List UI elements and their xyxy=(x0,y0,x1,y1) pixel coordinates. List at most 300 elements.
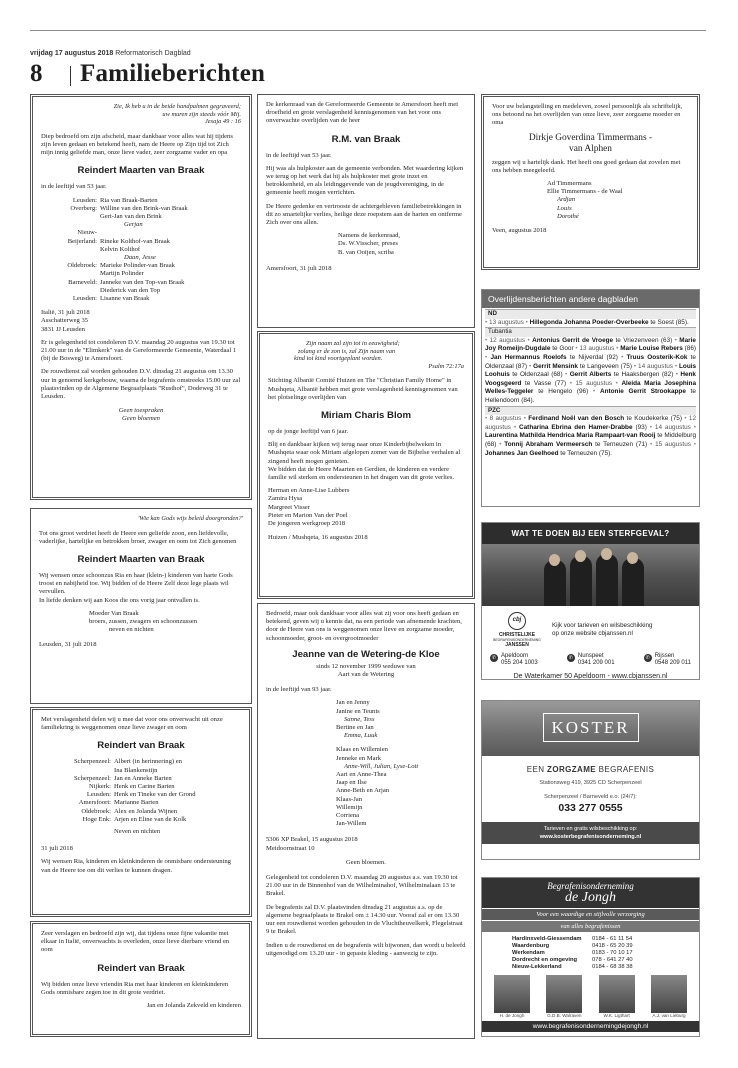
bible-quote xyxy=(268,340,464,370)
title-line: Begrafenisonderneming xyxy=(547,881,634,891)
koster-address: Stationsweg 419, 3925 CD Scherpenzeel xyxy=(539,780,642,786)
deceased-name: Reindert Maarten van Braak xyxy=(77,554,205,565)
overview-title: Overlijdensberichten andere dagbladen xyxy=(482,290,699,308)
family-line: Willemijn xyxy=(336,803,363,811)
signature-line: neven en nichten xyxy=(109,626,154,634)
family-names: Ria van Braak-Barten xyxy=(100,196,158,204)
overview-entries xyxy=(485,415,696,458)
family-place xyxy=(41,270,97,278)
quote-line: Zijn naam zal zijn tot in eeuwigheid; xyxy=(306,340,400,347)
logo-text: BEGRAFENISONDERNEMING xyxy=(493,638,541,642)
bullet: • xyxy=(650,440,656,448)
address-line: Italië, 31 juli 2018 xyxy=(41,309,90,317)
signer: Margreet Visser xyxy=(268,503,311,511)
phone-entry xyxy=(567,653,615,668)
entry-date: 8 augustus xyxy=(489,415,522,423)
deceased-name: Reindert van Braak xyxy=(97,962,185,974)
family-place: Barneveld: xyxy=(68,278,97,286)
tagline-part: BEGRAFENIS xyxy=(596,765,655,774)
location-phone: 0184 - 61 11 54 xyxy=(592,936,633,942)
family-line: Anne-Will, Julian, Lyse-Lott xyxy=(344,762,419,770)
top-rule xyxy=(30,30,706,31)
signature-line: broers, zussen, zwagers en schoonzussen xyxy=(89,618,198,626)
family-names: Martijn Polinder xyxy=(100,270,144,278)
signature xyxy=(492,180,689,221)
obituary-reindert-friends xyxy=(30,921,252,1037)
signer: Herman en Anne-Lise Lubbers xyxy=(268,487,350,495)
bullet: • xyxy=(485,318,490,326)
family-place xyxy=(41,213,97,221)
signature-line: B. van Ooijen, scriba xyxy=(338,248,394,256)
family-names: Willine van den Brink-van Braak xyxy=(100,204,188,212)
thanks-text: zeggen wij u hartelijk dank. Het heeft ons goed gedaan dat zovelen met ons hebben meegeleefd. xyxy=(492,158,681,174)
age-text: in de leeftijd van 93 jaar. xyxy=(266,686,332,694)
family-names: Henk en Carine Barten xyxy=(114,783,175,791)
signature xyxy=(39,610,243,635)
condolence-text: Gelegenheid tot condoleren D.V. maandag 20 augustus a.s. van 19.30 tot 21.00 uur in de Binnenhof van de Wilhelminahof, Wilhelminalaan 13 te Brakel. xyxy=(266,874,458,898)
signature: Jan en Jolanda Zekveld en kinderen xyxy=(146,1002,241,1010)
bullet: • xyxy=(521,415,529,423)
entry-rest: te Oldenzaal (87) xyxy=(485,353,696,370)
staff-name: H. de Jongh xyxy=(499,1013,525,1018)
date-place: Veen, augustus 2018 xyxy=(492,227,547,235)
staff-member xyxy=(651,975,687,1018)
bible-quote xyxy=(41,103,241,126)
signature-line: Namens de kerkenraad, xyxy=(338,232,401,240)
phone-entry xyxy=(644,653,691,668)
intro-text: Diep bedroefd om zijn afscheid, maar dankbaar voor alles wat hij tijdens zijn leven gedaan en betekend heeft, nam de Heere op Zijn tijd tot Zich mijn innig geliefde man, onze lieve vader, zeer zorgzame vader en opa xyxy=(41,132,233,157)
entry-rest: (86) xyxy=(684,345,697,353)
quote-reference: Jesaja 49 : 16 xyxy=(204,118,241,126)
bullet: • xyxy=(633,362,639,370)
quote-line: Zie, Ik heb u in de beide handpalmen gegraveerd; xyxy=(113,103,241,110)
note-line: Geen bloemen xyxy=(122,415,160,423)
intro-text: Bedroefd, maar ook dankbaar voor alles wat zij voor ons heeft gedaan en betekend, geven wij u kennis dat, na een periode van afnemende krachten, door de Heere van ons is weggenomen onze lieve en zorgzame moeder, schoonmoeder, groot- en overgrootmoeder xyxy=(266,610,462,642)
bullet: • xyxy=(485,336,490,344)
entry-name: Aleida Maria Josephina Welles-Teggeler xyxy=(485,379,697,396)
family-place: Beijerland: xyxy=(67,237,97,245)
title-line: de Jongh xyxy=(565,890,616,905)
family-place xyxy=(41,221,97,229)
pzc-entries xyxy=(485,415,696,458)
family-line: Bertine en Jan xyxy=(336,724,374,732)
grandchild: Dorothé xyxy=(557,212,579,220)
bullet: • xyxy=(690,423,697,431)
family-place: Overberg: xyxy=(70,204,97,212)
obituary-reindert-mother xyxy=(30,508,252,704)
phone-city: Nunspeet xyxy=(577,653,604,659)
nephews-line: Neven en nichten xyxy=(114,828,161,836)
person-figure xyxy=(596,554,618,606)
person-head xyxy=(601,548,612,560)
address-line: Meidoornstraat 10 xyxy=(266,844,315,852)
family-names: Jan en Anneke Barten xyxy=(114,774,172,782)
age-text: in de leeftijd van 53 jaar. xyxy=(266,151,332,159)
entry-name: Ferdinand Noël van den Bosch xyxy=(528,415,625,423)
family-names xyxy=(100,229,241,237)
family-place: Nijkerk: xyxy=(89,783,111,791)
since-text: sinds 12 november 1999 weduwe van xyxy=(316,662,416,670)
address-line: Asschatterweg 35 xyxy=(41,317,89,325)
bullet: • xyxy=(672,362,680,370)
deceased-name xyxy=(492,133,689,155)
quote-line: uw muren zijn steeds vóór Mij. xyxy=(162,110,241,118)
location-name: Hardinxveld-Giessendam xyxy=(512,936,582,942)
name-line: van Alphen xyxy=(569,143,612,154)
flowers-note: Geen bloemen. xyxy=(346,858,386,866)
entry-rest: te Soest (85). xyxy=(650,318,689,326)
family-names: Kelvin Kolthof xyxy=(100,245,141,253)
entry-name: Johannes Jan Geelhoed xyxy=(485,449,559,457)
family-names: Rineke Kolthof-van Braak xyxy=(100,237,170,245)
overview-entry xyxy=(485,319,696,328)
family-place: Amersfoort: xyxy=(78,799,111,807)
staff-photos xyxy=(482,975,699,1018)
tagline-part: EEN xyxy=(526,765,548,774)
obituary-miriam-blom xyxy=(257,331,475,599)
deceased-name: Reindert van Braak xyxy=(97,740,185,752)
family-names: Janneke van den Top-van Braak xyxy=(100,278,185,286)
koster-advertisement xyxy=(481,700,700,860)
staff-photo xyxy=(494,975,530,1013)
family-line: Klaas-Jan xyxy=(336,795,362,803)
service-text: De rouwdienst zal worden gehouden D.V. dinsdag 21 augustus om 13.30 uur in genoemd kerkgebouw, waarna de begrafenis omstreeks 15.00 uur zal plaatsvinden op de Algemene Begraafplaats "Rusthof", Dodeweg 31 te Leusden. xyxy=(41,368,241,401)
signature-line: Ad Timmermans xyxy=(547,180,592,188)
tagline-part: ZORGZAME xyxy=(547,765,597,774)
phone-city: Rijssen xyxy=(654,653,675,659)
logo-mark: cbj xyxy=(508,612,526,630)
signer: De jongeren werkgroep 2018 xyxy=(268,520,346,528)
thanks-dirkje-timmermans xyxy=(481,94,700,270)
person-figure xyxy=(544,560,566,606)
staff-name: W.K. Ligthart xyxy=(603,1013,630,1018)
staff-member xyxy=(546,975,582,1018)
body-text: We bidden dat de Heere Maarten en Gerdien, de kinderen en verdere familie wil sterken en ondersteunen in het dragen van dit grote verlies. xyxy=(268,465,455,481)
entry-name: Antonie Gerrit Strookappe xyxy=(600,388,686,396)
entry-name: Henk Voogsgeerd xyxy=(485,371,696,387)
entry-date: 14 augustus xyxy=(654,423,691,431)
ad-text-line: op onze website cbjanssen.nl xyxy=(552,630,633,637)
quote: 'Wie kan Gods wijs beleid doorgronden?' xyxy=(137,515,243,522)
location-phone: 0418 - 65 20 39 xyxy=(592,943,633,949)
cbj-logo xyxy=(488,612,546,648)
bullet: • xyxy=(614,345,621,353)
family-line: Corriena xyxy=(336,812,360,820)
closing-notes xyxy=(41,407,241,423)
body-text: Wij bidden onze lieve vriendin Ria met haar kinderen en kleinkinderen Gods onmisbare zegen toe in dit grote verdriet. xyxy=(41,980,229,996)
bullet: • xyxy=(675,371,681,379)
family-list xyxy=(41,197,241,304)
staff-photo xyxy=(599,975,635,1013)
jongh-slogan: Voor een waardige en stijlvolle verzorging xyxy=(482,909,699,920)
husband-name: Aart van de Wetering xyxy=(337,671,395,679)
signature-line: Ds. W.Visscher, preses xyxy=(338,240,398,248)
family-place xyxy=(41,767,111,775)
bullet: • xyxy=(612,379,622,387)
other-papers-overview xyxy=(481,289,700,507)
phone-text xyxy=(578,653,615,668)
entry-date: 14 augustus xyxy=(638,362,673,370)
koster-tagline xyxy=(482,756,699,774)
date-text: 31 juli 2018 xyxy=(41,845,73,853)
koster-phone: 033 277 0555 xyxy=(558,802,623,814)
family-names: Henk en Tineke van der Grond xyxy=(114,791,196,799)
page-title: Familieberichten xyxy=(80,60,266,87)
date-place: Amersfoort, 31 juli 2018 xyxy=(266,264,332,272)
obituary-reindert-family xyxy=(30,94,252,500)
entry-rest: te Middelburg (68) xyxy=(485,432,696,448)
person-figure xyxy=(622,558,644,606)
family-place xyxy=(41,246,97,254)
family-place: Leusden: xyxy=(72,295,97,303)
koster-phone-label: Scherpenzeel / Barneveld e.o. (24/7): xyxy=(544,794,637,800)
entry-rest: te Vasse (77) xyxy=(525,379,567,387)
signers xyxy=(268,487,464,528)
family-place: Oldebroek: xyxy=(67,262,97,270)
grandchild: Ardjan xyxy=(557,196,576,204)
phone-icon: ✆ xyxy=(568,655,573,661)
obituary-reindert-inlaws xyxy=(30,707,252,917)
family-names: Ina Blankenstijn xyxy=(114,766,158,774)
bullet: • xyxy=(510,423,520,431)
deceased-name: R.M. van Braak xyxy=(331,133,401,145)
entry-rest: te Oldenzaal (68) xyxy=(512,371,563,379)
koster-photo xyxy=(482,701,699,756)
family-place xyxy=(41,254,97,262)
jongh-title xyxy=(482,878,699,908)
bullet: • xyxy=(565,371,570,379)
deceased-name: Jeanne van de Wetering-de Kloe xyxy=(292,648,440,660)
intro-text: Zeer verslagen en bedroefd zijn wij, dat tijdens onze fijne vakantie met elkaar in Italië, onverwachts is overleden, onze lieve dierbare vriend en oom xyxy=(41,930,230,954)
entry-rest: te Langeveen (75) xyxy=(579,362,632,370)
family-line: Jaap en Ilse xyxy=(336,779,367,787)
bullet: • xyxy=(485,353,491,361)
footer-line: www.kosterbegrafenisonderneming.nl xyxy=(539,834,642,840)
wish-text: Wij wensen Ria, kinderen en kleinkinderen de onmisbare ondersteuning van de Heere toe om dit verlies te kunnen dragen. xyxy=(41,858,231,874)
phone-number: 0341 209 001 xyxy=(577,660,615,667)
entry-rest: te Vriezenveen (63) xyxy=(615,336,673,344)
person-head xyxy=(575,550,586,562)
deceased-name: Miriam Charis Blom xyxy=(320,409,412,421)
footer-line: Tarieven en gratis wilsbeschikking op: xyxy=(543,826,638,832)
family-names: Albert (in herinnering) en xyxy=(114,758,182,766)
family-line: Emma, Luuk xyxy=(344,732,378,740)
phone-city: Apeldoorn xyxy=(501,653,529,659)
person-figure xyxy=(570,556,592,606)
staff-photo xyxy=(482,544,699,606)
body-text: Hij was als hulpkoster aan de gemeente verbonden. Met waardering kijken we terug op het werk dat hij als hulpkoster met grote inzet en betrokkenheid, en als leidinggevende van de jeugdvereniging, in de gemeente heeft mogen verrichten. xyxy=(266,164,464,197)
overview-entries xyxy=(485,337,696,406)
entry-rest: te Nijverdal (92) xyxy=(569,353,618,361)
entry-name: Jan Hermannus Roelofs xyxy=(490,353,567,361)
family-place: Scherpenzeel: xyxy=(74,758,111,766)
page-number: 8 xyxy=(30,60,43,87)
person-head xyxy=(627,552,638,564)
entry-rest: te Koudekerke (75) xyxy=(626,415,682,423)
dateline xyxy=(30,50,191,57)
staff-member xyxy=(599,975,635,1018)
koster-footer xyxy=(482,822,699,844)
address-block xyxy=(266,836,466,852)
signature-line: Ellie Timmermans - de Waal xyxy=(547,188,623,196)
family-line: Klaas en Willemien xyxy=(336,746,388,754)
attendance-text: Indien u de rouwdienst en de begrafenis wilt bijwonen, dan wordt u beleefd uitgenodigd om 13.20 uur - in gepaste kleding - aanwezig te zijn. xyxy=(266,941,466,957)
family-names: Diederick van den Top xyxy=(100,286,161,294)
family-line: Sanne, Tess xyxy=(344,715,375,723)
signer: Zamira Hysa xyxy=(268,495,303,503)
bullet: • xyxy=(621,353,627,361)
entry-rest: te Hellendoorn (84). xyxy=(485,388,696,404)
entry-name: Marie Joy Romeijn-Dugdale xyxy=(485,336,696,353)
region-label: Tubantia xyxy=(485,327,696,337)
staff-member xyxy=(494,975,530,1018)
entry-name: Laurentina Mathilda Hendrica Maria Rampaart-van Rooij xyxy=(485,432,656,440)
person-head xyxy=(549,554,560,566)
entry-rest: te Goor xyxy=(552,345,574,353)
family-names: Marianne Barten xyxy=(114,799,159,807)
family-names: Marieke Polinder-van Braak xyxy=(100,262,175,270)
phone-list xyxy=(482,650,699,671)
location-name: Waardenburg xyxy=(512,943,550,949)
entry-date: 12 augustus xyxy=(489,336,526,344)
bullet: • xyxy=(485,415,490,423)
signature xyxy=(266,232,466,257)
signer: Pieter en Marion Van der Poel xyxy=(268,511,348,519)
quote-line: kind tot kind voortgeplant worden. xyxy=(294,355,383,363)
bullet: • xyxy=(569,379,576,387)
intro-text: Met verslagenheid delen wij u mee dat voor ons onverwacht uit onze familiekring is weggenomen onze lieve zwager en oom xyxy=(41,716,223,732)
family-place: Oldebroek: xyxy=(81,807,111,815)
staff-name: G.D.B. Walraven xyxy=(547,1013,582,1018)
grandchildren xyxy=(547,196,689,221)
entry-rest: te Haaksbergen (82) xyxy=(613,371,674,379)
entry-name: Hillegonda Johanna Poeder-Overbeeke xyxy=(529,318,649,326)
quote-reference: Psalm 72:17a xyxy=(428,362,464,370)
phone-text xyxy=(501,653,538,668)
body-text: De Heere gedenke en vertrooste de achtergebleven familiebetrekkingen in dit zo smartelijke verlies, heilige deze roepstem aan de harten en ontferme Zich over ons allen. xyxy=(266,202,462,227)
ad-middle xyxy=(482,606,699,650)
location-phone: 078 - 641 27 40 xyxy=(592,957,633,963)
entry-date: 15 augustus xyxy=(655,440,691,448)
condolence-text: Er is gelegenheid tot condoleren D.V. maandag 20 augustus van 19.30 tot 21.00 uur in de "Elimkerk" van de Gereformeerde Gemeente, Waterdaal 1 (bij de Bosweg) te Amersfoort. xyxy=(41,338,237,363)
name-line: Dirkje Goverdina Timmermans - xyxy=(528,132,653,143)
family-names: Gert-Jan van den Brink xyxy=(100,213,162,220)
paper-name: Reformatorisch Dagblad xyxy=(115,50,191,57)
entry-rest: te Terneuzen (75). xyxy=(560,449,613,457)
family-place: Nieuw- xyxy=(77,229,97,237)
entry-name: Gerrit Alberts xyxy=(569,371,612,379)
family-line: Anne-Beth en Arjan xyxy=(336,787,390,795)
family-line: Jan en Jenny xyxy=(336,699,370,707)
location-phone: 0184 - 68 38 38 xyxy=(592,964,633,970)
ad-headline: WAT TE DOEN BIJ EEN STERFGEVAL? xyxy=(482,523,699,544)
koster-logo: KOSTER xyxy=(543,713,639,742)
entry-date: 15 augustus xyxy=(575,379,613,387)
de-jongh-advertisement xyxy=(481,877,700,1037)
entry-name: Truus Oosterik-Kok xyxy=(626,353,688,361)
ad-footer: De Waterkamer 50 Apeldoorn - www.cbjanssen.nl xyxy=(513,672,668,680)
jongh-slogan: van alles begrafenissen xyxy=(482,921,699,932)
bullet: • xyxy=(528,362,534,370)
family-place: Scherpenzeel: xyxy=(74,774,111,782)
family-names: Arjen en Eline van de Kolk xyxy=(114,815,187,823)
phone-number: 0548 209 011 xyxy=(654,660,691,667)
phone-icon: ✆ xyxy=(645,655,650,661)
logo-text: CHRISTELIJKE xyxy=(498,632,536,638)
body-text: Blij en dankbaar kijken wij terug naar onze Kinderbijbelweken in Mushqeta waar ook Miriam afgelopen zomer van de Bijbelse verhalen al zingend heeft mogen genieten. xyxy=(268,441,461,465)
entry-date: 12 augustus xyxy=(485,415,696,431)
intro-text: Stichting Albanië Comité Huizen en The "Christian Family Home" in Mushqeta, Albanië hebben met grote verslagenheid kennisgenomen van het plotselinge overlijden van xyxy=(268,377,458,401)
location-name: Dordrecht en omgeving xyxy=(512,957,578,963)
address-line: 5306 XP Brakel, 15 augustus 2018 xyxy=(266,836,358,844)
bullet: • xyxy=(684,415,689,423)
address-block xyxy=(41,309,241,334)
ad-text xyxy=(546,622,652,637)
entry-name: Marie Louise Rebers xyxy=(620,345,683,353)
quote-line: zolang er de zon is, zal Zijn naam van xyxy=(298,347,396,355)
family-names: Lisanne van Braak xyxy=(100,295,150,303)
phone-icon: ✆ xyxy=(491,655,497,661)
phone-entry xyxy=(490,653,538,668)
family-line: Jan-Willem xyxy=(336,820,367,828)
entry-name: Tonnij Abraham Vermeersch xyxy=(504,440,593,448)
age-text: in de leeftijd van 53 jaar. xyxy=(41,183,107,191)
family-list xyxy=(41,758,241,824)
jongh-url: www.begrafenisondernemingdejongh.nl xyxy=(482,1021,699,1032)
bullet: • xyxy=(499,440,505,448)
family-names: Daan, Jesse xyxy=(124,254,156,262)
ad-text-line: Kijk voor tarieven en wilsbeschikking xyxy=(552,622,653,630)
obituary-rm-van-braak xyxy=(257,94,475,328)
logo-text: JANSSEN xyxy=(505,642,529,648)
bullet: • xyxy=(592,388,600,396)
bullet: • xyxy=(525,336,533,344)
intro-text: Voor uw belangstelling en medeleven, zowel persoonlijk als schriftelijk, ons betoond na het overlijden van onze lieve, zeer zorgzame moeder en oma xyxy=(492,103,683,127)
family-place: Leusden: xyxy=(72,196,97,204)
region-label: PZC xyxy=(485,406,696,416)
bullet: • xyxy=(575,345,580,353)
intro-text: De kerkenraad van de Gereformeerde Gemeente te Amersfoort heeft met droefheid en grote verslagenheid kennisgenomen van het voor ons onverwachte overlijden van de heer xyxy=(266,101,459,125)
note-line: Geen toespraken xyxy=(118,407,164,415)
bullet: • xyxy=(649,423,655,431)
location-phone: 0183 - 70 10 17 xyxy=(592,950,633,956)
entry-date: 13 augustus xyxy=(579,345,615,353)
entry-rest: te Terneuzen (71) xyxy=(595,440,648,448)
overview-body xyxy=(482,308,699,459)
body-text: In liefde denken wij aan Koos die ons vorig jaar ontvallen is. xyxy=(39,596,200,604)
staff-name: A.J. van Lieburg xyxy=(652,1013,686,1018)
family-place: Leusden: xyxy=(86,791,111,799)
phone-text xyxy=(655,653,691,668)
region-label: ND xyxy=(485,309,696,319)
tubantia-entries xyxy=(485,337,696,406)
family-names: Gerjan xyxy=(124,221,143,229)
date-place: Huizen / Mushqeta, 16 augustus 2018 xyxy=(268,534,368,542)
date-place: Leusden, 31 juli 2018 xyxy=(39,641,97,649)
entry-rest: (93) xyxy=(635,423,647,431)
intro-text: Tot ons groot verdriet heeft de Heere een geliefde zoon, een liefdevolle, vaderlijke, hartelijke en betrokken broer, zwager en oom tot Zich genomen xyxy=(39,529,237,545)
family-line: Jenneke en Mark xyxy=(336,754,382,762)
location-name: Nieuw-Lekkerland xyxy=(512,964,562,970)
phone-number: 055 204 1003 xyxy=(501,660,538,667)
deceased-name: Reindert Maarten van Braak xyxy=(77,165,205,177)
family-place xyxy=(41,287,97,295)
cbj-advertisement xyxy=(481,522,700,680)
family-line: Janine en Teunis xyxy=(336,707,380,715)
grandchild: Louis xyxy=(557,204,572,212)
burial-text: De begrafenis zal D.V. plaatsvinden dinsdag 21 augustus a.s. op de algemene begraafplaats te Brakel om ± 14.30 uur. Vooraf zal er om 13.30 uur een rouwdienst worden gehouden in de Vluchtheuvelkerk, Flegelstraat 9 te Brakel. xyxy=(266,903,463,936)
family-names: Alex en Jolanda Wijnen xyxy=(114,807,178,815)
